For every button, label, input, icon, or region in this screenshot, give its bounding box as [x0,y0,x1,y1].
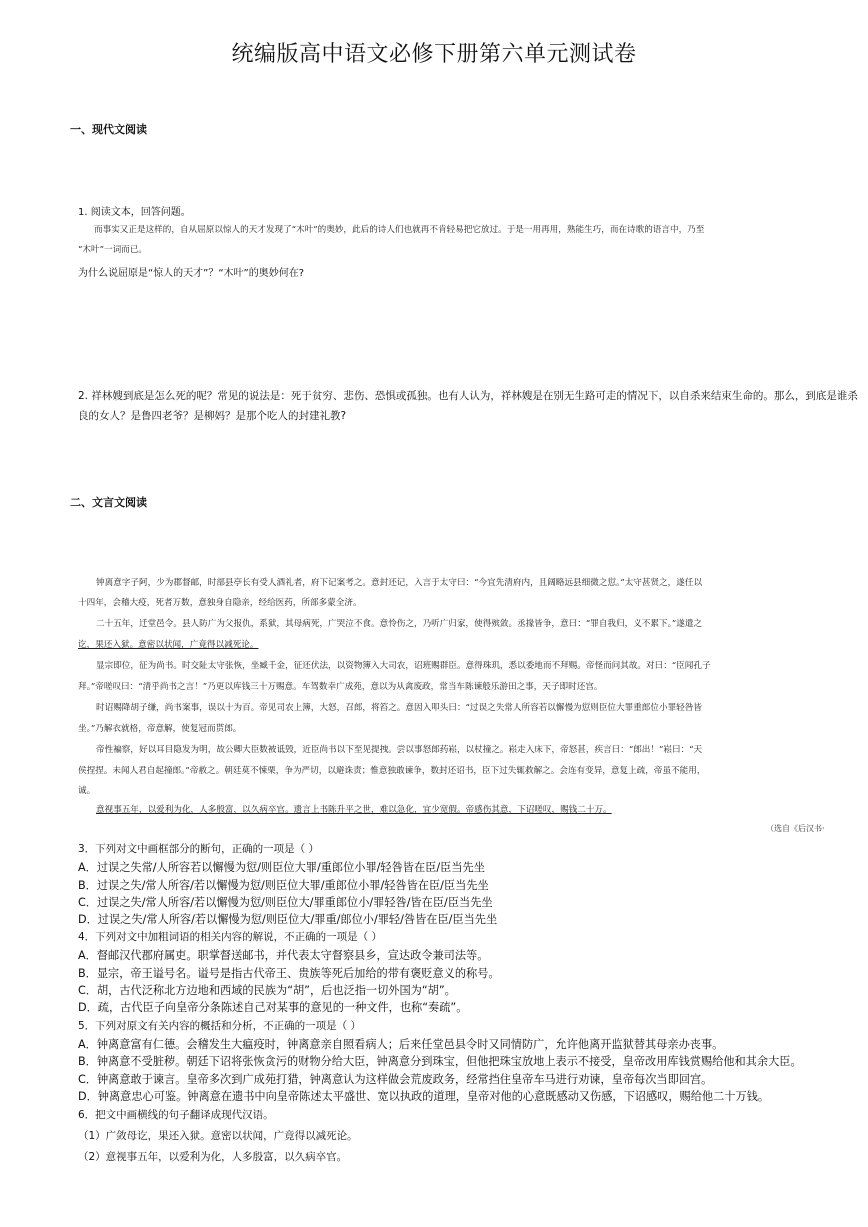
page-title: 统编版高中语文必修下册第六单元测试卷 [231,42,637,67]
q1-passage-line: 而事实又正是这样的，自从屈原以惊人的天才发现了“木叶”的奥妙，此后的诗人们也就再不肯轻易把它放过。于是一用再用，熟能生巧，而在诗歌的语言中，乃至 [94,225,705,235]
q5-option-a: A．钟离意富有仁德。会稽发生大瘟疫时，钟离意亲自照看病人；后来任堂邑县令时又同情防广，允许他离开监狱替其母亲办丧事。 [78,1038,724,1051]
q5-option-b: B．钟离意不受脏秽。朝廷下诏将张恢贪污的财物分给大臣，钟离意分到珠宝，但他把珠宝放地上表示不接受，皇帝改用库钱赏赐给他和其余大臣。 [78,1055,802,1068]
passage-line-underlined: 意视事五年，以爱利为化，人多殷富，以久病卒官。遗言上书陈升平之世，难以急化，宜少宽假。帝感伤其意，下诏嗟叹，赐钱二十万。 [96,805,612,815]
passage-line-underlined: 讫，果还入狱。意密以状闻，广竟得以减死论。 [78,640,259,650]
q1-prompt: 1. 阅读文本，回答问题。 [78,207,191,218]
passage-source: （选自《后汉书· [766,824,825,833]
q1-question: 为什么说屈原是“惊人的天才”？“木叶”的奥妙何在? [78,268,305,279]
q3-option-d: D．过误之失/常人所容/若以懈慢为愆/则臣位大/罪重/郎位小/罪轻/咎皆在臣/臣当先坐 [78,913,498,926]
section-heading-classical-reading: 二、文言文阅读 [70,496,147,509]
q3-prompt: 3．下列对文中画框部分的断句，正确的一项是（ ） [78,843,320,855]
q5-option-d: D．钟离意忠心可鉴。钟离意在遗书中向皇帝陈述太平盛世、宽以执政的道理，皇帝对他的心意既感动又伤感，下诏感叹，赐给他二十万钱。 [78,1090,770,1103]
q4-option-a: A．督邮汉代郡府属吏。职掌督送邮书，并代表太守督察县乡，宣达政令兼司法等。 [78,949,489,962]
passage-line: 二十五年，迁堂邑令。县人防广为父报仇，系狱，其母病死，广哭泣不食。意怜伤之，乃听广归家，使得殡敛。丞掾皆争，意曰：“罪自我归，义不累下。”遂遣之 [96,619,703,629]
q5-prompt: 5．下列对原文有关内容的概括和分析，不正确的一项是（ ） [78,1020,362,1032]
passage-line: 帝性褊察，好以耳目隐发为明，故公卿大臣数被诋毁，近臣尚书以下至见提拽。尝以事怒郎药崧，以杖撞之。崧走入床下，帝怒甚，疾言曰：“郎出！”崧曰：“天 [96,745,703,755]
passage-line: 诚。 [78,786,96,796]
section-heading-modern-reading: 一、现代文阅读 [70,123,147,136]
passage-line: 侯捏捏。未闻人君自起撞郎。”帝赦之。朝廷莫不悚栗，争为严切，以避诛责；惟意独敢谏争，数封还诏书，臣下过失辄救解之。会连有变异，意复上疏，帝虽不能用， [78,766,706,776]
q5-option-c: C．钟离意敢于谏言。皇帝多次到广成苑打猎，钟离意认为这样做会荒废政务，经常挡住皇帝车马进行劝谏，皇帝每次当即回宫。 [78,1073,713,1086]
q6-prompt: 6．把文中画横线的句子翻译成现代汉语。 [78,1109,274,1121]
q3-option-c: C．过误之失/常人所容/若以懈慢为愆/则臣位大/罪重郎位小/罪轻咎/皆在臣/臣当先坐 [78,896,493,909]
q6-item-1: （1）广敛母讫，果还入狱。意密以状闻，广竟得以减死论。 [78,1130,358,1142]
passage-line: 显宗即位，征为尚书。时交阯太守张恢，坐臧千金，征还伏法，以资物簿入大司农，诏班赐群臣。意得珠玑，悉以委地而不拜赐。帝怪而问其故。对曰：“臣闻孔子 [96,661,711,671]
q4-option-d: D．疏，古代臣子向皇帝分条陈述自己对某事的意见的一种文件，也称“奏疏”。 [78,1001,468,1014]
passage-line: 拜。”帝嗟叹曰：“清乎尚书之言！”乃更以库钱三十万赐意。车驾数幸广成苑，意以为从禽废政，常当车陈谏般乐游田之事，天子即时还宫。 [78,682,603,692]
q4-option-c: C．胡，古代泛称北方边地和西域的民族为“胡”，后也泛指一切外国为“胡”。 [78,984,456,997]
q2-text-line: 2. 祥林嫂到底是怎么死的呢？常见的说法是：死于贫穷、悲伤、恐惧或孤独。也有人认为，祥林嫂是在别无生路可走的情况下，以自杀来结束生命的。那么，到底是谁杀 [78,390,858,402]
q4-option-b: B．显宗，帝王谥号名。谥号是指古代帝王、贵族等死后加给的带有褒贬意义的称号。 [78,967,500,980]
q1-passage-line: “木叶”一词而已。 [78,245,147,255]
passage-line: 钟离意字子阿，少为郡督邮，时部县亭长有受人酒礼者，府下记案考之。意封还记，入言于太守曰：“今宜先清府内，且阔略远县细微之愆。”太守甚贤之，遂任以 [96,578,703,588]
q3-option-a: A．过误之失常/人所容若以懈慢为愆/则臣位大罪/重郎位小罪/轻咎皆在臣/臣当先坐 [78,861,485,874]
q4-prompt: 4．下列对文中加粗词语的相关内容的解说，不正确的一项是（ ） [78,931,383,943]
q3-option-b: B．过误之失/常人所容/若以懈慢为愆/则臣位大罪/重郎位小罪/轻咎皆在臣/臣当先坐 [78,879,489,892]
q6-item-2: （2）意视事五年，以爱利为化，人多殷富，以久病卒官。 [78,1151,348,1163]
passage-line: 坐。”乃解衣就格，帝意解，使复冠而贳郎。 [78,724,242,734]
q2-text-line: 良的女人？是鲁四老爷？是柳妈？是那个吃人的封建礼教? [78,410,347,422]
passage-line: 时诏赐降胡子缣，尚书案事，误以十为百。帝见司农上簿，大怒，召郎，将笞之。意因入叩头曰：“过误之失常人所容若以懈慢为愆则臣位大罪重郎位小罪轻咎皆 [96,703,702,713]
passage-line: 十四年，会稽大疫，死者万数，意独身自隐亲，经给医药，所部多蒙全济。 [78,598,362,608]
